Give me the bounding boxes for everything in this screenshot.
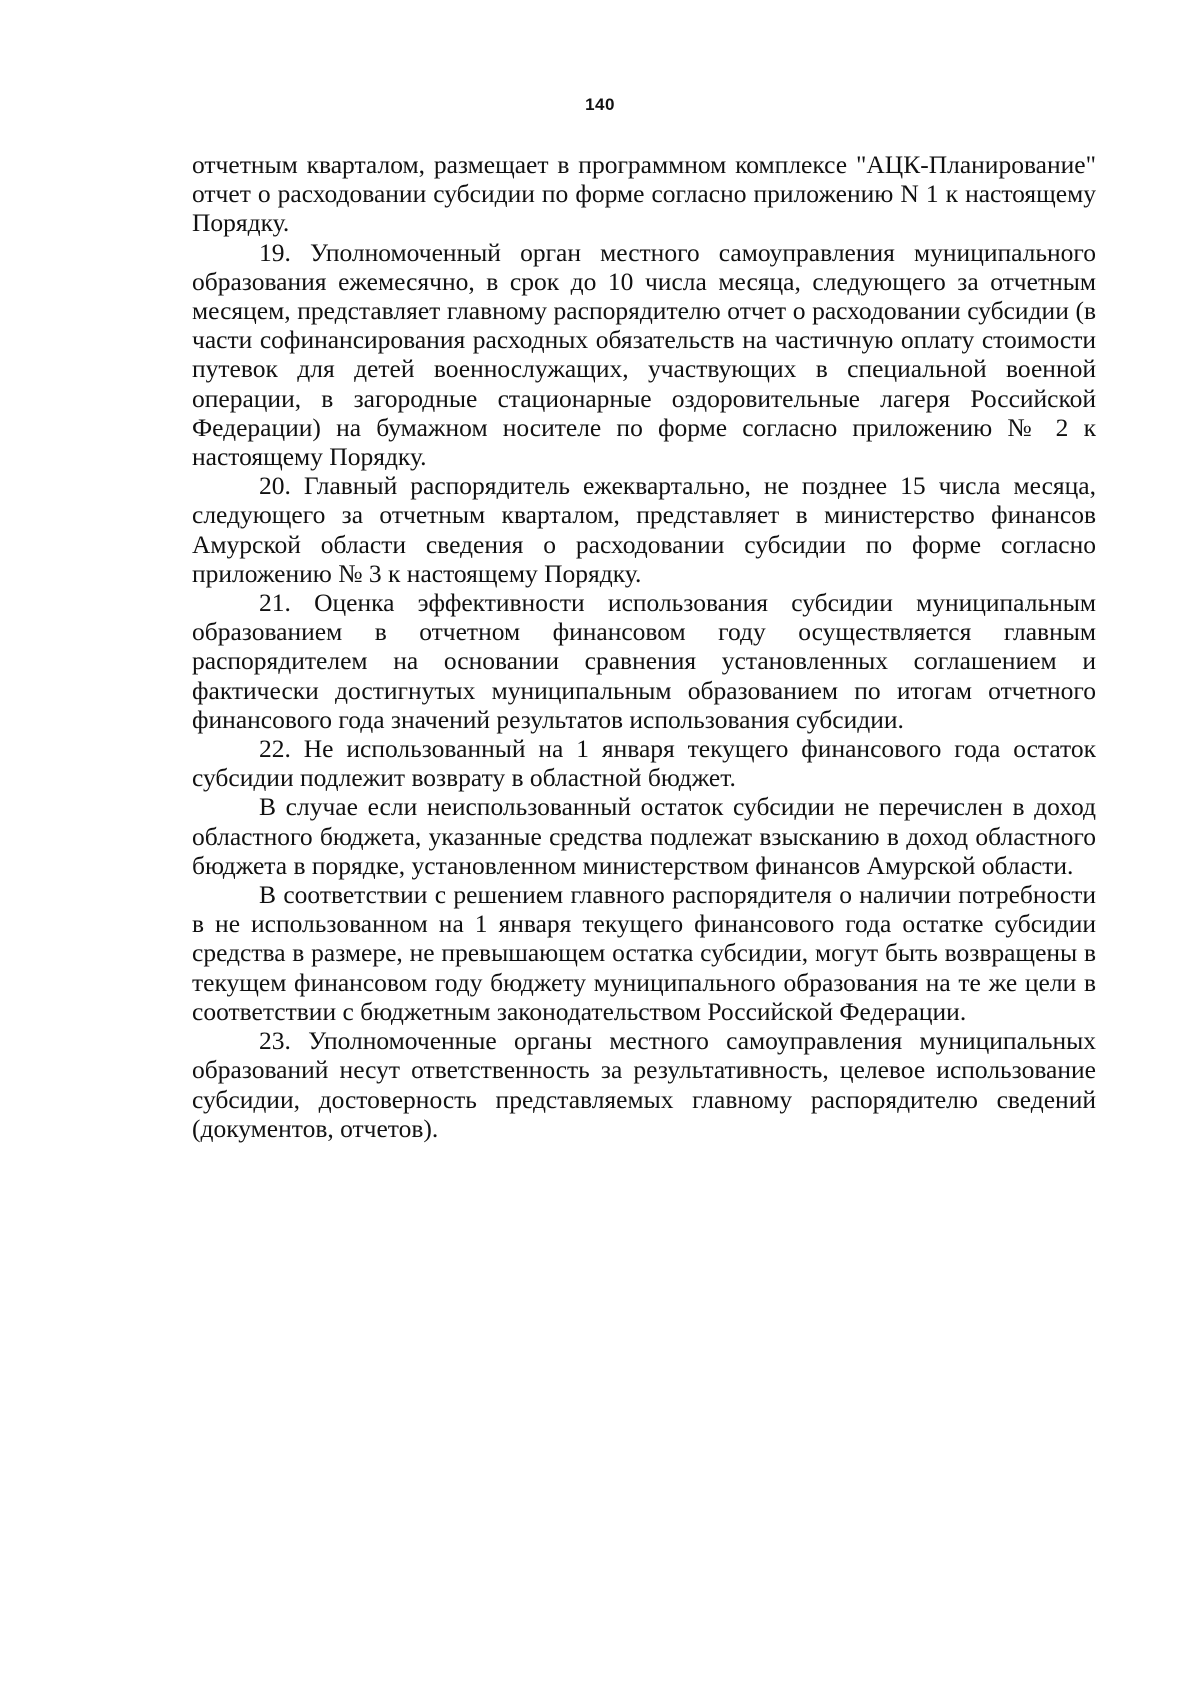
paragraph-continuation: отчетным кварталом, размещает в программном комплексе "АЦК-Планирование" отчет о расходовании субсидии по форме согласно приложению N 1 к настоящему Порядку. bbox=[192, 150, 1096, 238]
paragraph-23: 23. Уполномоченные органы местного самоуправления муниципальных образований несут ответственность за результативность, целевое использование субсидии, достоверность представляемых главному распорядителю сведений (документов, отчетов). bbox=[192, 1026, 1096, 1143]
paragraph-19: 19. Уполномоченный орган местного самоуправления муниципального образования ежемесячно, в срок до 10 числа месяца, следующего за отчетным месяцем, представляет главному распорядителю отчет о расходовании субсидии (в части софинансирования расходных обязательств на частичную оплату стоимости путевок для детей военнослужащих, участвующих в специальной военной операции, в загородные стационарные оздоровительные лагеря Российской Федерации) на бумажном носителе по форме согласно приложению № 2 к настоящему Порядку. bbox=[192, 237, 1096, 472]
paragraph-20: 20. Главный распорядитель ежеквартально, не позднее 15 числа месяца, следующего за отчетным кварталом, представляет в министерство финансов Амурской области сведения о расходовании субсидии по форме согласно приложению № 3 к настоящему Порядку. bbox=[192, 471, 1096, 588]
document-body bbox=[192, 150, 1096, 1143]
paragraph-21: 21. Оценка эффективности использования субсидии муниципальным образованием в отчетном финансовом году осуществляется главным распорядителем на основании сравнения установленных соглашением и фактически достигнутых муниципальным образованием по итогам отчетного финансового года значений результатов использования субсидии. bbox=[192, 588, 1096, 734]
page-number: 140 bbox=[585, 95, 615, 114]
paragraph-22: 22. Не использованный на 1 января текущего финансового года остаток субсидии подлежит возврату в областной бюджет. bbox=[192, 734, 1096, 793]
paragraph-22-return-case: В соответствии с решением главного распорядителя о наличии потребности в не использованном на 1 января текущего финансового года остатке субсидии средства в размере, не превышающем остатка субсидии, могут быть возвращены в текущем финансовом году бюджету муниципального образования на те же цели в соответствии с бюджетным законодательством Российской Федерации. bbox=[192, 880, 1096, 1026]
paragraph-22-refund-case: В случае если неиспользованный остаток субсидии не перечислен в доход областного бюджета, указанные средства подлежат взысканию в доход областного бюджета в порядке, установленном министерством финансов Амурской области. bbox=[192, 792, 1096, 880]
